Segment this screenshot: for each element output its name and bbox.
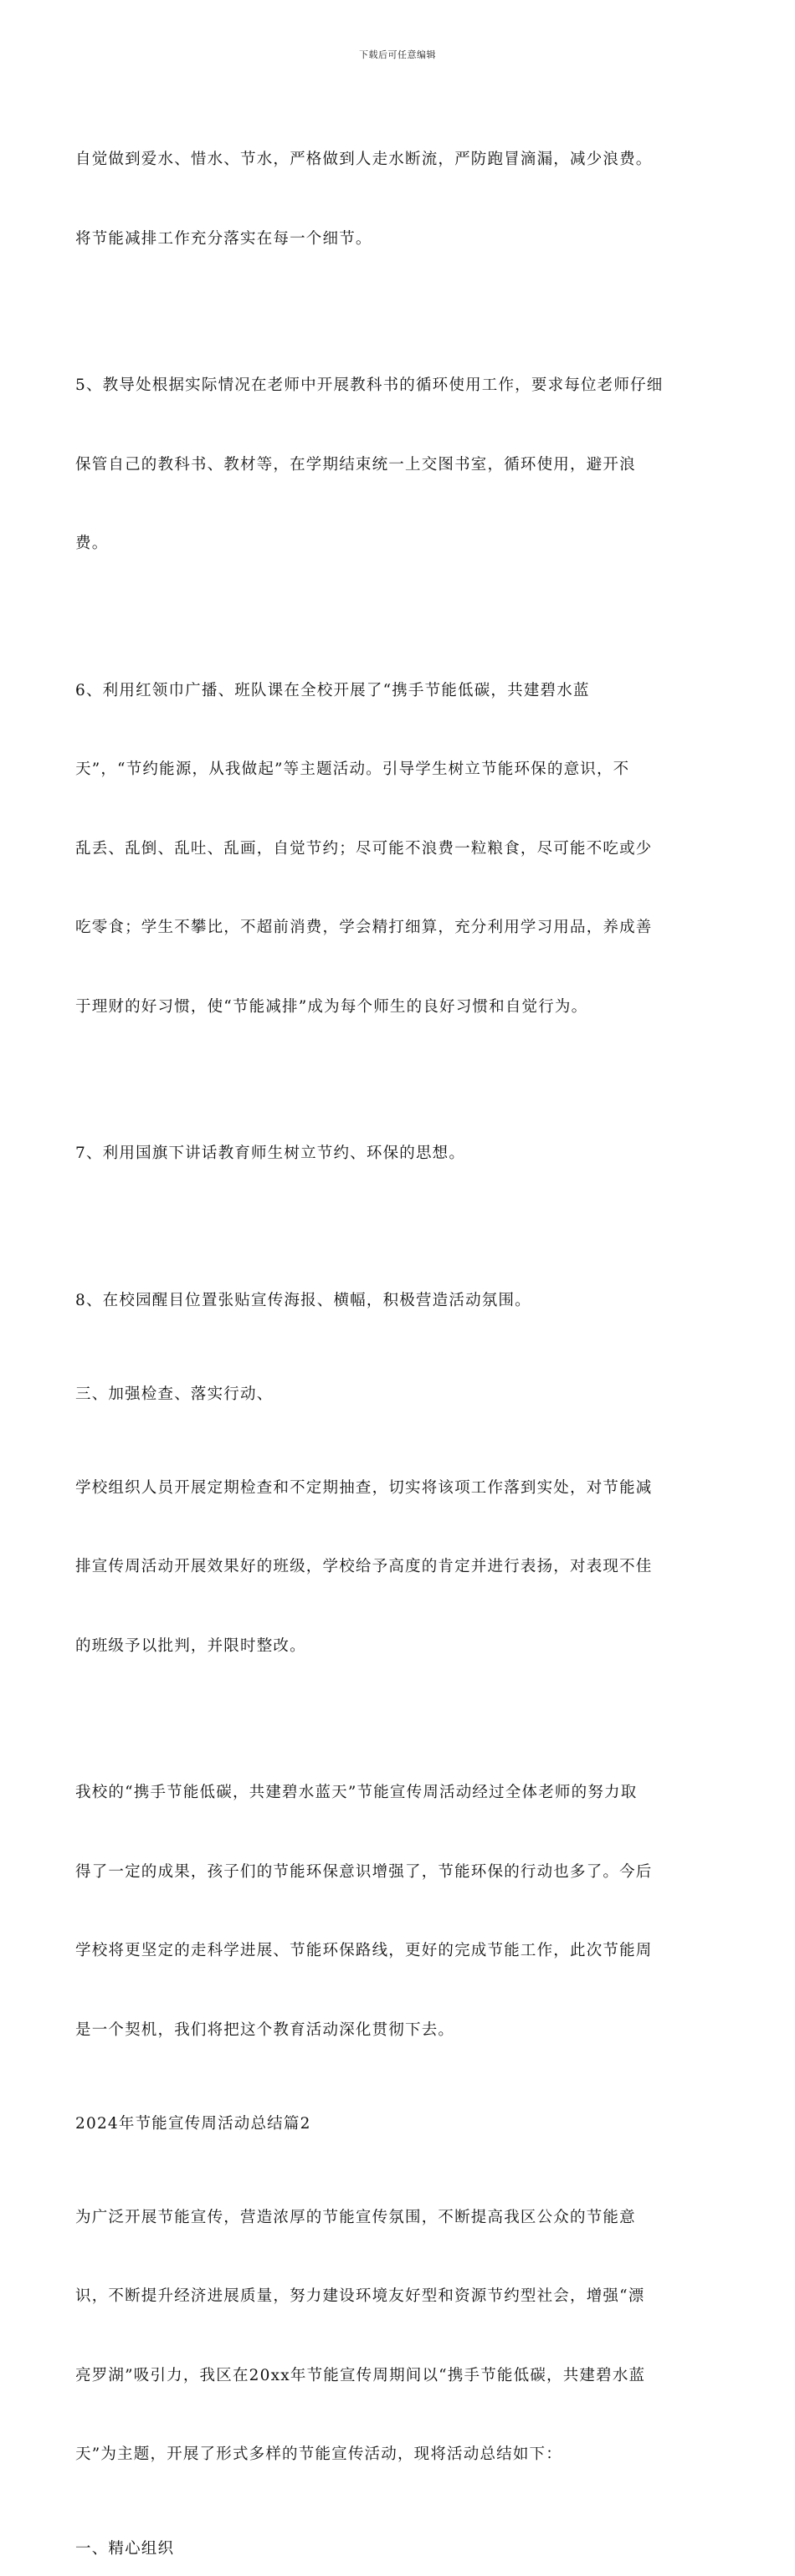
text-line: 8、在校园醒目位置张贴宣传海报、横幅，积极营造活动氛围。 xyxy=(75,1291,531,1309)
text-line: 费。 xyxy=(75,535,109,552)
text-line: 6、利用红领巾广播、班队课在全校开展了“携手节能低碳，共建碧水蓝 xyxy=(75,681,590,699)
section-heading xyxy=(75,1381,720,1408)
text-line: 识，不断提升经济进展质量，努力建设环境友好型和资源节约型社会，增强“漂 xyxy=(75,2287,645,2305)
text-line: 我校的“携手节能低碳，共建碧水蓝天”节能宣传周活动经过全体老师的努力取 xyxy=(75,1784,638,1801)
paragraph xyxy=(75,2152,720,2521)
text-line: 为广泛开展节能宣传，营造浓厚的节能宣传氛围，不断提高我区公众的节能意 xyxy=(75,2208,636,2226)
text-line: 自觉做到爱水、惜水、节水，严格做到人走水断流，严防跑冒滴漏，减少浪费。 xyxy=(75,151,653,168)
text-line: 7、利用国旗下讲话教育师生树立节约、环保的思想。 xyxy=(75,1145,466,1162)
text-line: 学校组织人员开展定期检查和不定期抽查，切实将该项工作落到实处，对节能减 xyxy=(75,1478,653,1497)
paragraph xyxy=(75,1422,720,1713)
paragraph xyxy=(75,94,720,305)
text-line: 亮罗湖”吸引力，我区在20xx年节能宣传周期间以“携手节能低碳，共建碧水蓝 xyxy=(75,2366,646,2384)
text-line: 一、精心组织 xyxy=(75,2539,175,2558)
paragraph xyxy=(75,1088,720,1220)
paragraph xyxy=(75,1235,720,1367)
text-line: 天”为主题，开展了形式多样的节能宣传活动，现将活动总结如下： xyxy=(75,2445,562,2463)
text-line: 学校将更坚定的走科学进展、节能环保路线，更好的完成节能工作，此次节能周 xyxy=(75,1942,653,1959)
paragraph xyxy=(75,625,720,1073)
text-line: 乱丢、乱倒、乱吐、乱画，自觉节约；尽可能不浪费一粒粮食，尽可能不吃或少 xyxy=(75,839,653,858)
text-line: 是一个契机，我们将把这个教育活动深化贯彻下去。 xyxy=(75,2020,455,2039)
text-line: 于理财的好习惯，使“节能减排”成为每个师生的良好习惯和自觉行为。 xyxy=(75,997,588,1016)
text-line: 得了一定的成果，孩子们的节能环保意识增强了，节能环保的行动也多了。今后 xyxy=(75,1862,653,1881)
text-line: 三、加强检查、落实行动、 xyxy=(75,1385,274,1403)
text-line: 5、教导处根据实际情况在老师中开展教科书的循环使用工作，要求每位老师仔细 xyxy=(75,376,664,394)
paragraph xyxy=(75,320,720,610)
text-line: 排宣传周活动开展效果好的班级，学校给予高度的肯定并进行表扬，对表现不佳 xyxy=(75,1558,653,1575)
text-line: 的班级予以批判，并限时整改。 xyxy=(75,1636,306,1655)
document-body xyxy=(75,94,720,2576)
text-line: 2024年节能宣传周活动总结篇2 xyxy=(75,2115,311,2133)
section-heading xyxy=(75,2536,720,2563)
article-title xyxy=(75,2111,720,2138)
text-line: 天”，“节约能源，从我做起”等主题活动。引导学生树立节能环保的意识，不 xyxy=(75,761,630,778)
text-line: 将节能减排工作充分落实在每一个细节。 xyxy=(75,229,372,248)
paragraph xyxy=(75,1727,720,2096)
page-header: 下载后可任意编辑 xyxy=(359,49,436,60)
text-line: 保管自己的教科书、教材等，在学期结束统一上交图书室，循环使用，避开浪 xyxy=(75,455,636,474)
text-line: 吃零食；学生不攀比，不超前消费，学会精打细算，充分利用学习用品，养成善 xyxy=(75,919,653,936)
